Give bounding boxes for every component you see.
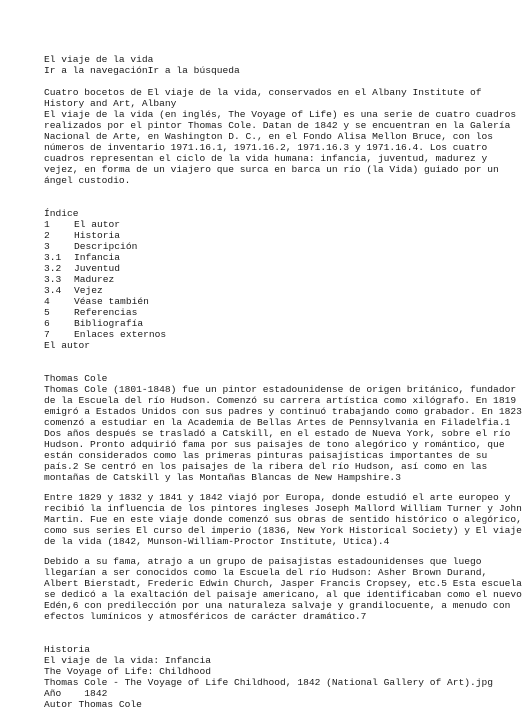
intro-line: El viaje de la vida (en inglés, The Voyage of Life) es una serie de cuatro cuadros xyxy=(44,109,517,120)
toc-number: 4 xyxy=(44,296,50,307)
infobox-year: Año 1842 xyxy=(44,688,108,699)
intro-line: realizados por el pintor Thomas Cole. Datan de 1842 y se encuentran en la Galería xyxy=(44,120,511,131)
paragraph-line: como sus series El curso del imperio (1836, New York Historical Society) y El viaje xyxy=(44,525,522,536)
paragraph-line: Debido a su fama, atrajo a un grupo de paisajistas estadounidenses que luego xyxy=(44,556,482,567)
paragraph-line: Edén,6 con predilección por una naturaleza salvaje y grandilocuente, a menudo con xyxy=(44,600,511,611)
toc-number: 3.2 xyxy=(44,263,62,274)
infobox-subtitle: The Voyage of Life: Childhood xyxy=(44,666,211,677)
paragraph-line: Hudson. Pronto adquirió fama por sus paisajes de tono alegórico y romántico, que xyxy=(44,439,505,450)
author-paragraph xyxy=(44,492,522,547)
toc-item[interactable] xyxy=(44,285,460,296)
author-heading: Thomas Cole xyxy=(44,373,108,384)
paragraph-line: país.2 Se centró en los paisajes de la ribera del río Hudson, así como en las xyxy=(44,461,488,472)
toc-number: 2 xyxy=(44,230,50,241)
author-paragraph xyxy=(44,556,522,622)
intro-line: números de inventario 1971.16.1, 1971.16.2, 1971.16.3 y 1971.16.4. Los cuatro xyxy=(44,142,488,153)
paragraph-line: de la Escuela del río Hudson. Comenzó su carrera artística como xilógrafo. En 1819 xyxy=(44,395,517,406)
paragraph-line: se dedicó a la exaltación del paisaje americano, al que identificaban como el nuevo xyxy=(44,589,522,600)
toc-link[interactable]: Historia xyxy=(74,230,121,241)
table-of-contents xyxy=(44,208,460,351)
toc-link[interactable]: Descripción xyxy=(74,241,138,252)
paragraph-line: llegarían a ser conocidos como la Escuela del río Hudson: Asher Brown Durand, xyxy=(44,567,488,578)
toc-link[interactable]: Madurez xyxy=(74,274,115,285)
author-paragraph xyxy=(44,384,522,483)
toc-link[interactable]: Bibliografía xyxy=(74,318,144,329)
toc-item[interactable] xyxy=(44,307,460,318)
image-file-link[interactable]: Thomas Cole - The Voyage of Life Childhood, 1842 (National Gallery of Art).jpg xyxy=(44,677,494,688)
toc-link[interactable]: Enlaces externos xyxy=(74,329,167,340)
paragraph-line: efectos lumínicos y atmosféricos de carácter dramático.7 xyxy=(44,611,367,622)
infobox-author: Autor Thomas Cole xyxy=(44,699,142,710)
paragraph-line: recibió la influencia de los pintores ingleses Joseph Mallord William Turner y John xyxy=(44,503,522,514)
paragraph-line: Dos años después se trasladó a Catskill, en el estado de Nueva York, sobre el río xyxy=(44,428,511,439)
paragraph-line: Martin. Fue en este viaje donde comenzó sus obras de sentido histórico o alegórico, xyxy=(44,514,522,525)
skip-links[interactable]: Ir a la navegaciónIr a la búsqueda xyxy=(44,65,240,76)
paragraph-line: de la vida (1842, Munson-William-Proctor Institute, Utica).4 xyxy=(44,536,390,547)
toc-link[interactable]: Véase también xyxy=(74,296,149,307)
paragraph-line: Thomas Cole (1801-1848) fue un pintor estadounidense de origen británico, fundador xyxy=(44,384,517,395)
intro-line: Nacional de Arte, en Washington D. C., en el Fondo Alisa Mellon Bruce, con los xyxy=(44,131,494,142)
intro-line: History and Art, Albany xyxy=(44,98,177,109)
paragraph-line: Entre 1829 y 1832 y 1841 y 1842 viajó por Europa, donde estudió el arte europeo y xyxy=(44,492,511,503)
paragraph-line: están considerados como las primeras pinturas paisajísticas importantes de su xyxy=(44,450,488,461)
intro-paragraph xyxy=(44,87,517,186)
toc-item[interactable] xyxy=(44,219,460,230)
paragraph-line: comenzó a estudiar en la Academia de Bellas Artes de Pennsylvania en Filadelfia.1 xyxy=(44,417,511,428)
intro-line: ángel custodio. xyxy=(44,175,131,186)
toc-item[interactable] xyxy=(44,274,460,285)
toc-link[interactable]: Referencias xyxy=(74,307,138,318)
toc-item[interactable] xyxy=(44,252,460,263)
toc-item[interactable] xyxy=(44,329,460,340)
infobox-title: El viaje de la vida: Infancia xyxy=(44,655,211,666)
toc-number: 5 xyxy=(44,307,50,318)
toc-number: 6 xyxy=(44,318,50,329)
intro-line: vejez, en forma de un viajero que surca en barca un río (la Vida) guiado por un xyxy=(44,164,499,175)
toc-number: 3 xyxy=(44,241,50,252)
history-heading: Historia xyxy=(44,644,91,655)
intro-line: cuadros representan el ciclo de la vida humana: infancia, juventud, madurez y xyxy=(44,153,488,164)
toc-item[interactable] xyxy=(44,241,460,252)
toc-link[interactable]: Vejez xyxy=(74,285,103,296)
toc-heading: Índice xyxy=(44,208,79,219)
intro-line: Cuatro bocetos de El viaje de la vida, conservados en el Albany Institute of xyxy=(44,87,482,98)
toc-number: 7 xyxy=(44,329,50,340)
toc-item[interactable] xyxy=(44,263,460,274)
toc-link[interactable]: El autor xyxy=(74,219,121,230)
paragraph-line: montañas de Catskill y las Montañas Blancas de New Hampshire.3 xyxy=(44,472,401,483)
toc-number: 3.3 xyxy=(44,274,62,285)
toc-number: 3.4 xyxy=(44,285,62,296)
toc-item[interactable] xyxy=(44,296,460,307)
toc-item[interactable] xyxy=(44,318,460,329)
toc-number: 3.1 xyxy=(44,252,62,263)
toc-link[interactable]: Juventud xyxy=(74,263,121,274)
page-title: El viaje de la vida xyxy=(44,54,154,65)
section-heading-autor: El autor xyxy=(44,340,91,351)
toc-link[interactable]: Infancia xyxy=(74,252,121,263)
toc-item[interactable] xyxy=(44,230,460,241)
toc-number: 1 xyxy=(44,219,50,230)
paragraph-line: Albert Bierstadt, Frederic Edwin Church, Jasper Francis Cropsey, etc.5 Esta escuela xyxy=(44,578,522,589)
paragraph-line: emigró a Estados Unidos con sus padres y continuó trabajando como grabador. En 1823 xyxy=(44,406,522,417)
document-page xyxy=(44,54,522,710)
infobox xyxy=(44,655,494,710)
